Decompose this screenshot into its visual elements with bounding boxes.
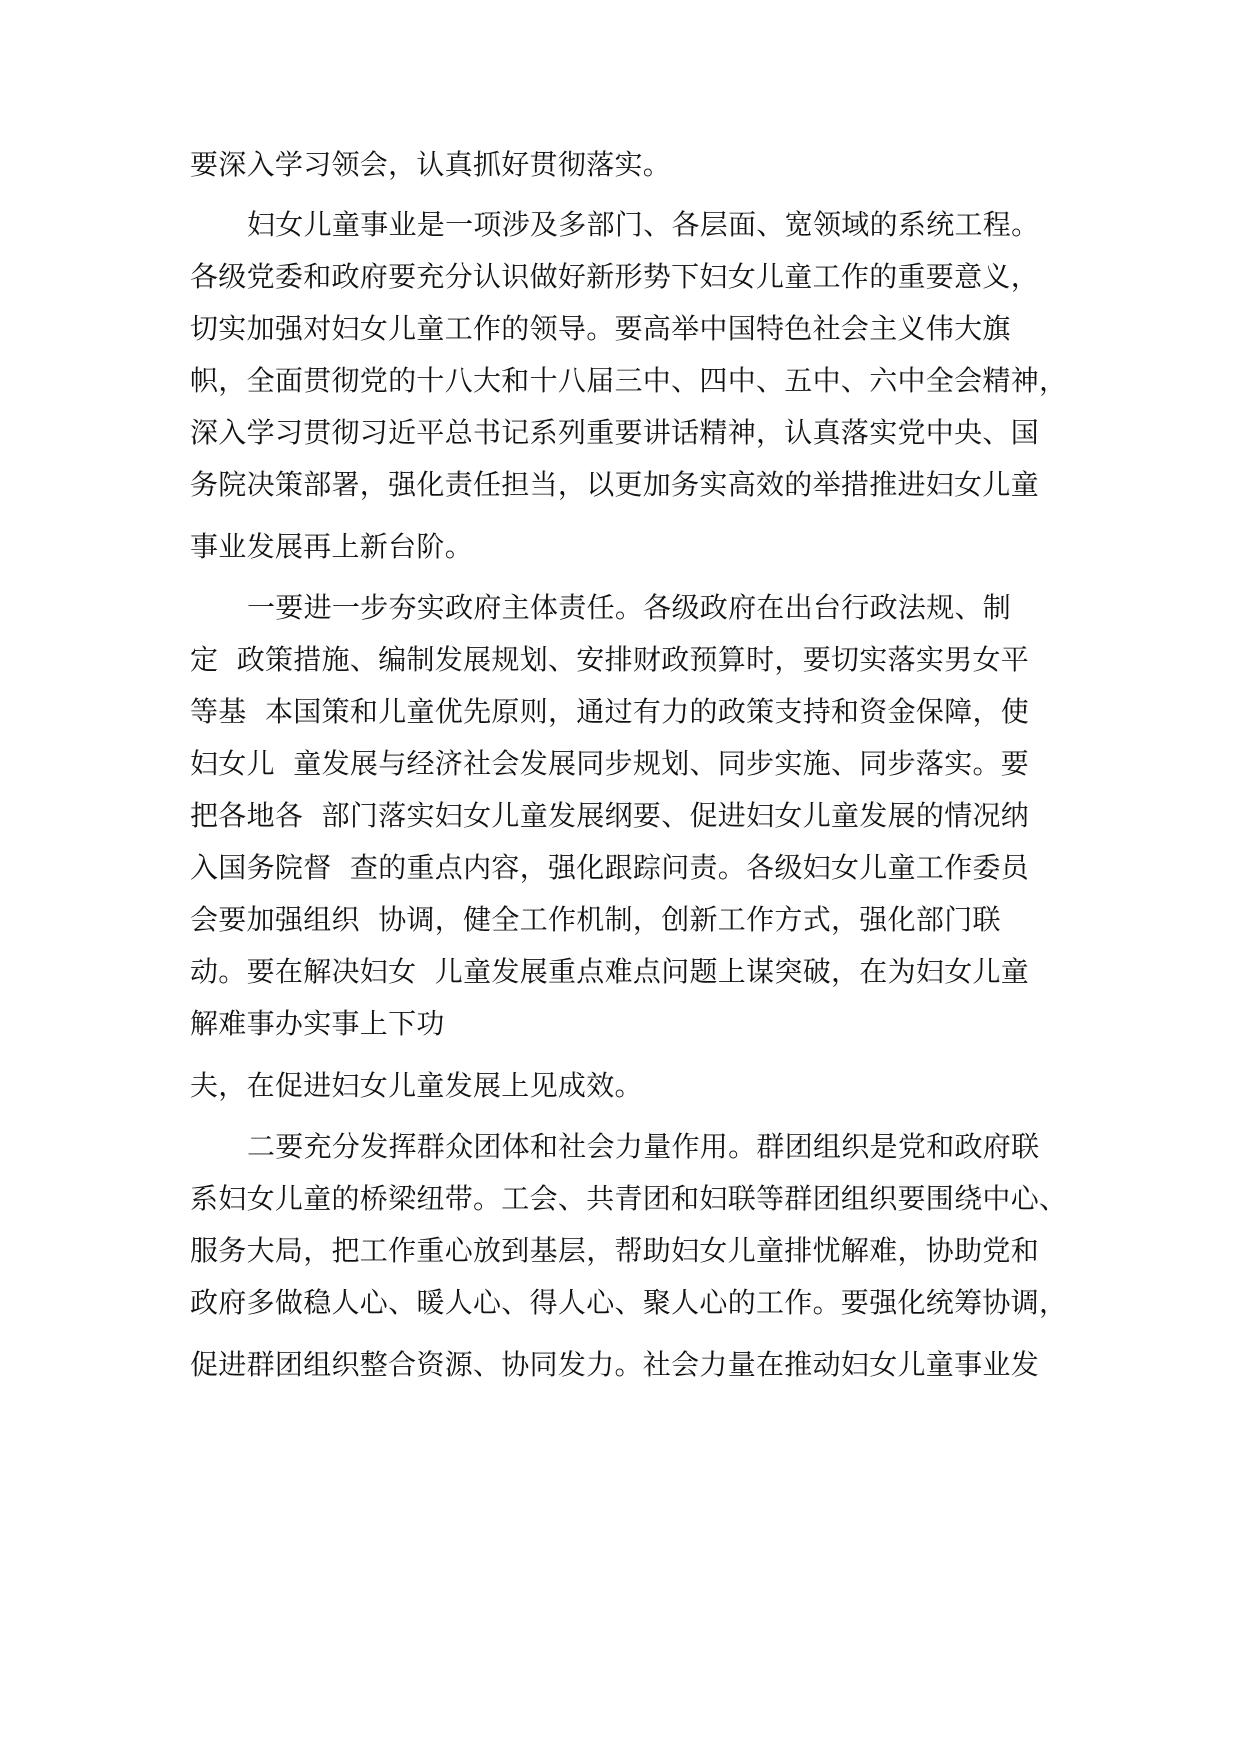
text-line: 促进群团组织整合资源、协同发力。社会力量在推动妇女儿童事业发 xyxy=(190,1348,1040,1381)
text-line: 二要充分发挥群众团体和社会力量作用。群团组织是党和政府联 xyxy=(247,1130,1040,1163)
text-line: 动。要在解决妇女 儿童发展重点难点问题上谋突破，在为妇女儿童 xyxy=(190,955,1030,988)
text-line: 帜，全面贯彻党的十八大和十八届三中、四中、五中、六中全会精神， xyxy=(190,364,1068,397)
text-line: 妇女儿童事业是一项涉及多部门、各层面、宽领域的系统工程。 xyxy=(247,208,1040,241)
text-line: 解难事办实事上下功 xyxy=(190,1007,445,1040)
text-line: 深入学习贯彻习近平总书记系列重要讲话精神，认真落实党中央、国 xyxy=(190,416,1040,449)
text-line: 要深入学习领会，认真抓好贯彻落实。 xyxy=(190,148,672,181)
text-line: 政府多做稳人心、暖人心、得人心、聚人心的工作。要强化统筹协调， xyxy=(190,1286,1068,1319)
text-line: 把各地各 部门落实妇女儿童发展纲要、促进妇女儿童发展的情况纳 xyxy=(190,799,1030,832)
text-line: 入国务院督 查的重点内容，强化跟踪问责。各级妇女儿童工作委员 xyxy=(190,851,1030,884)
text-line: 各级党委和政府要充分认识做好新形势下妇女儿童工作的重要意义， xyxy=(190,260,1040,293)
text-line: 事业发展再上新台阶。 xyxy=(190,530,474,563)
text-line: 服务大局，把工作重心放到基层，帮助妇女儿童排忧解难，协助党和 xyxy=(190,1234,1040,1267)
text-line: 夫，在促进妇女儿童发展上见成效。 xyxy=(190,1069,643,1102)
text-line: 切实加强对妇女儿童工作的领导。要高举中国特色社会主义伟大旗 xyxy=(190,312,1011,345)
text-line: 等基 本国策和儿童优先原则，通过有力的政策支持和资金保障，使 xyxy=(190,695,1030,728)
text-line: 会要加强组织 协调，健全工作机制，创新工作方式，强化部门联 xyxy=(190,903,1001,936)
text-line: 务院决策部署，强化责任担当，以更加务实高效的举措推进妇女儿童 xyxy=(190,468,1040,501)
text-line: 定 政策措施、编制发展规划、安排财政预算时，要切实落实男女平 xyxy=(190,643,1030,676)
text-line: 妇女儿 童发展与经济社会发展同步规划、同步实施、同步落实。要 xyxy=(190,747,1030,780)
text-line: 系妇女儿童的桥梁纽带。工会、共青团和妇联等群团组织要围绕中心、 xyxy=(190,1182,1068,1215)
text-line: 一要进一步夯实政府主体责任。各级政府在出台行政法规、制 xyxy=(247,591,1012,624)
